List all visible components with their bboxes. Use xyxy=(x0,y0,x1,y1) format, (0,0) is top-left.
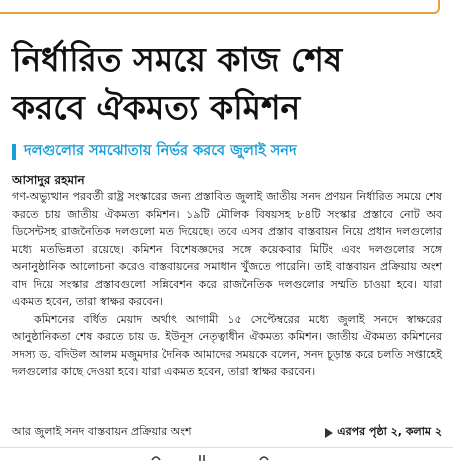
closing-row xyxy=(12,423,442,442)
subheadline xyxy=(12,140,447,164)
continued-reference[interactable] xyxy=(325,423,442,442)
headline xyxy=(12,36,442,132)
paragraph-2: কমিশনের বর্ধিত মেয়াদ অর্থাৎ আগামী ১৫ সেপ্টেম্বরের মধ্যে জুলাই সনদে স্বাক্ষরের আনুষ্ঠানিকতা শেষ করতে চায় ড. ইউনূস নেতৃত্বাধীন ঐকমত্য কমিশন। জাতীয় ঐকমত্য কমিশনের সদস্য ড. বদিউল আলম মজুমদার দৈনিক আমাদের সময়কে বলেন, সনদ চূড়ান্ত করে চলতি সপ্তাহেই দলগুলোর কাছে দেওয়া হবে। যারা একমত হবেন, তারা স্বাক্ষর করবেন। xyxy=(12,312,442,378)
arrow-right-icon xyxy=(325,428,333,438)
paragraph-1: গণ-অভ্যুত্থান পরবর্তী রাষ্ট্র সংস্কারের জন্য প্রস্তাবিত জুলাই জাতীয় সনদ প্রণয়ন নির্ধারিত সময়ে শেষ করতে চায় জাতীয় ঐকমত্য কমিশন। ১৯টি মৌলিক বিষয়সহ ৮৪টি সংস্কার প্রস্তাবে নোট অব ডিসেন্টসহ রাজনৈতিক দলগুলো মত দিয়েছে। তবে এসব প্রস্তাব বাস্তবায়ন নিয়ে প্রধান দলগুলোর মধ্যে মতভিন্নতা রয়েছে। কমিশন বিশেষজ্ঞদের সঙ্গে কয়েকবার মিটিং এবং দলগুলোর সঙ্গে অনানুষ্ঠানিক আলোচনা করেও বাস্তবায়নের সমাধান খুঁজতে পারেনি। তাই বাস্তবায়ন প্রক্রিয়ায় অংশ বাদ দিয়ে সংস্কার প্রস্তাবগুলো সন্নিবেশন করে রাজনৈতিক দলগুলোর সম্মতি চাওয়া হবে। যারা একমত হবেন, তারা স্বাক্ষর করবেন। xyxy=(12,190,442,308)
subheadline-text: দলগুলোর সমঝোতায় নির্ভর করবে জুলাই সনদ xyxy=(24,143,297,159)
subheadline-bar xyxy=(12,144,16,160)
headline-line-1: নির্ধারিত সময়ে কাজ শেষ xyxy=(12,40,343,79)
continued-label: এরপর পৃষ্ঠা ২, কলাম ২ xyxy=(337,425,442,438)
closing-line: আর জুলাই সনদ বাস্তবায়ন প্রক্রিয়ার অংশ xyxy=(12,425,192,438)
headline-line-2: করবে ঐকমত্য কমিশন xyxy=(12,88,301,127)
cropped-text-fragment xyxy=(150,452,310,461)
bottom-divider xyxy=(0,447,453,448)
byline: আসাদুর রহমান xyxy=(12,173,85,187)
top-frame-border xyxy=(0,0,440,14)
article-body xyxy=(12,188,442,381)
